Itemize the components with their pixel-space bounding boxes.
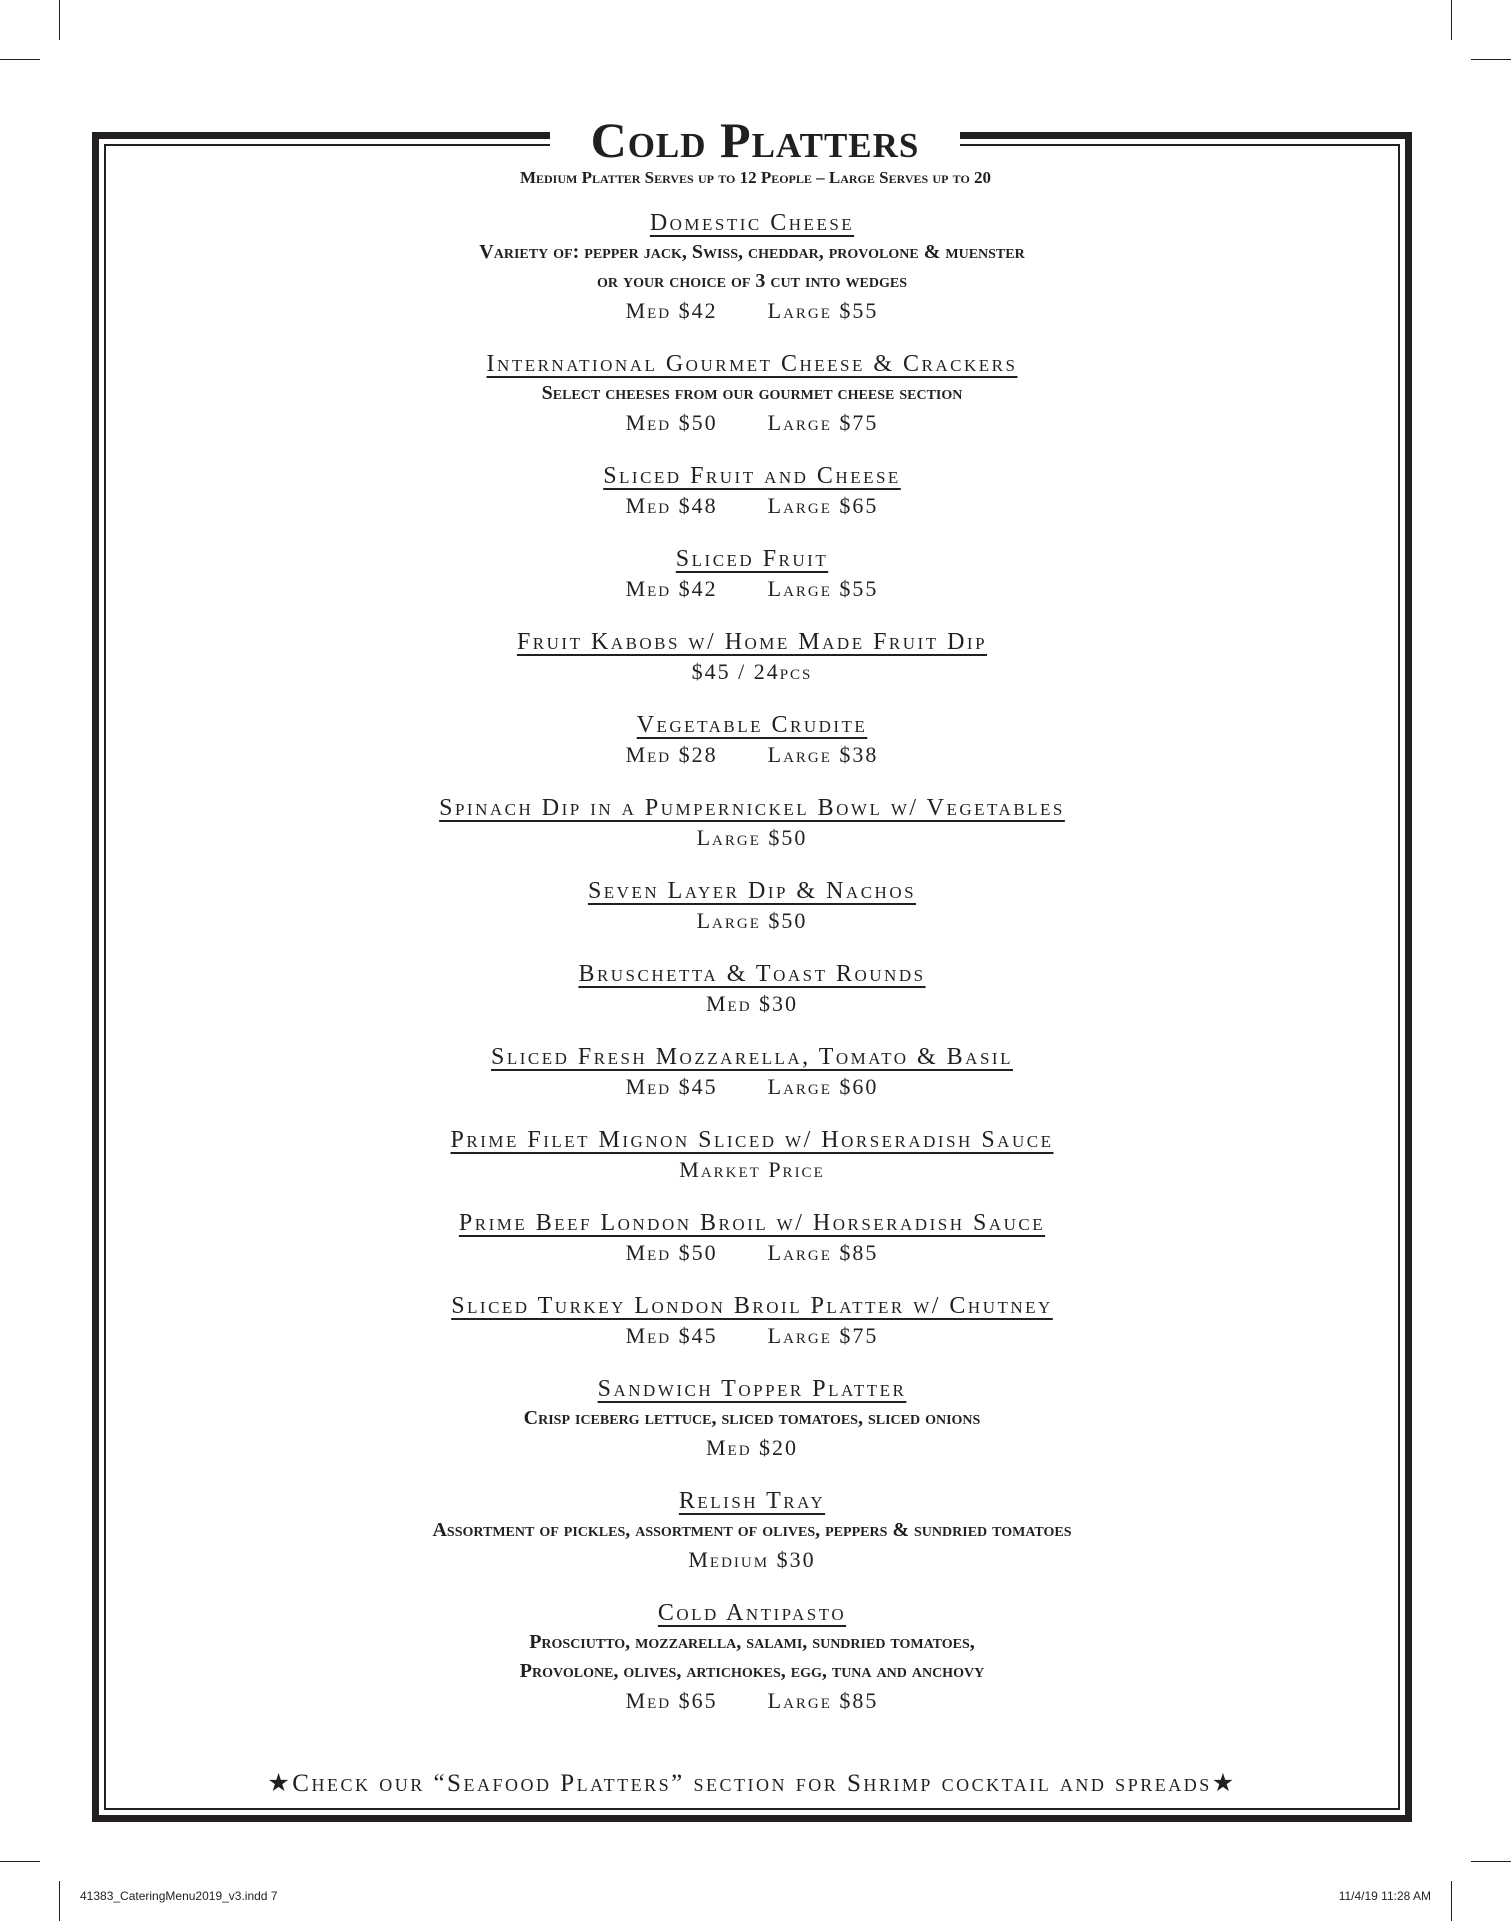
menu-item-name: Bruschetta & Toast Rounds: [578, 961, 926, 987]
menu-item: [104, 544, 1400, 603]
menu-item-price: Med $45: [625, 1323, 718, 1348]
footer-note: ★Check our “Seafood Platters” section for Shrimp cocktail and spreads★: [267, 1770, 1237, 1797]
menu-item-prices: [104, 1072, 1400, 1101]
menu-item-name: Sliced Fresh Mozzarella, Tomato & Basil: [491, 1044, 1013, 1070]
menu-item-price: Market Price: [679, 1157, 825, 1182]
menu-item-description: Crisp iceberg lettuce, sliced tomatoes, sliced onions: [523, 1407, 981, 1429]
menu-item-prices: [104, 740, 1400, 769]
menu-item-name: International Gourmet Cheese & Crackers: [486, 351, 1018, 377]
menu-item-prices: [104, 1321, 1400, 1350]
menu-item-name: Prime Filet Mignon Sliced w/ Horseradish Sauce: [450, 1127, 1054, 1153]
menu-item: [104, 1042, 1400, 1101]
menu-item: [104, 793, 1400, 852]
menu-item-price: Large $85: [767, 1240, 879, 1265]
crop-mark: [1471, 59, 1511, 60]
menu-item-prices: [104, 1238, 1400, 1267]
menu-item-price: Large $50: [696, 825, 808, 850]
menu-item-prices: [104, 408, 1400, 437]
menu-item: [104, 959, 1400, 1018]
menu-item-prices: [104, 296, 1400, 325]
menu-item-description: Assortment of pickles, assortment of olives, peppers & sundried tomatoes: [432, 1519, 1072, 1541]
page-subtitle: Medium Platter Serves up to 12 People – Large Serves up to 20: [519, 168, 992, 187]
menu-item-name: Domestic Cheese: [649, 210, 855, 236]
menu-item-price: Med $30: [705, 991, 799, 1016]
menu-item-description: Variety of: pepper jack, Swiss, cheddar, provolone & muenster: [479, 241, 1025, 263]
menu-item-description: Provolone, olives, artichokes, egg, tuna and anchovy: [519, 1660, 985, 1682]
menu-item-description: Select cheeses from our gourmet cheese section: [541, 382, 963, 404]
menu-item-name: Sliced Fruit: [675, 546, 829, 572]
menu-item-name: Sliced Turkey London Broil Platter w/ Chutney: [451, 1293, 1053, 1319]
menu-item-name: Sliced Fruit and Cheese: [603, 463, 901, 489]
menu-item-price: Large $65: [767, 493, 879, 518]
menu-item-price: Large $55: [767, 298, 879, 323]
menu-item-name: Vegetable Crudite: [636, 712, 868, 738]
menu-item-prices: [104, 1545, 1400, 1574]
menu-item: [104, 876, 1400, 935]
menu-item-price: Large $50: [696, 908, 808, 933]
menu-item-name: Fruit Kabobs w/ Home Made Fruit Dip: [516, 629, 988, 655]
title-block: [550, 110, 960, 170]
menu-list: [104, 208, 1400, 1739]
menu-item-prices: [104, 823, 1400, 852]
menu-item: [104, 208, 1400, 325]
menu-item-price: Large $38: [767, 742, 879, 767]
crop-mark: [59, 1881, 60, 1921]
menu-item-prices: [104, 1155, 1400, 1184]
menu-item-name: Relish Tray: [678, 1488, 826, 1514]
menu-item: [104, 1486, 1400, 1574]
menu-item-price: Large $60: [767, 1074, 879, 1099]
menu-item: [104, 1125, 1400, 1184]
menu-item-price: Large $55: [767, 576, 879, 601]
menu-item-name: Seven Layer Dip & Nachos: [587, 878, 917, 904]
menu-item-price: Med $45: [625, 1074, 718, 1099]
crop-mark: [1451, 0, 1452, 40]
menu-item-name: Sandwich Topper Platter: [597, 1376, 907, 1402]
menu-item-price: Med $42: [625, 576, 718, 601]
menu-item-description: Prosciutto, mozzarella, salami, sundried tomatoes,: [529, 1631, 975, 1653]
menu-item-prices: [104, 1686, 1400, 1715]
crop-mark: [1451, 1881, 1452, 1921]
menu-item-prices: [104, 657, 1400, 686]
menu-item-price: Med $48: [625, 493, 718, 518]
menu-item-prices: [104, 989, 1400, 1018]
print-slug-file: 41383_CateringMenu2019_v3.indd 7: [80, 1889, 278, 1903]
crop-mark: [59, 0, 60, 40]
menu-item-prices: [104, 1433, 1400, 1462]
menu-item-price: Med $65: [625, 1688, 718, 1713]
menu-item-price: Medium $30: [688, 1547, 816, 1572]
menu-item-price: Large $75: [767, 410, 879, 435]
menu-item-name: Prime Beef London Broil w/ Horseradish Sauce: [458, 1210, 1046, 1236]
menu-item-prices: [104, 491, 1400, 520]
menu-item-price: Med $50: [625, 410, 718, 435]
menu-item: [104, 349, 1400, 437]
menu-item-price: Med $20: [705, 1435, 799, 1460]
menu-item: [104, 1291, 1400, 1350]
menu-item: [104, 710, 1400, 769]
menu-item-description: or your choice of 3 cut into wedges: [596, 270, 907, 292]
menu-item-price: $45 / 24pcs: [691, 659, 813, 684]
crop-mark: [1471, 1861, 1511, 1862]
print-slug-date: 11/4/19 11:28 AM: [1338, 1889, 1431, 1903]
menu-item: [104, 1208, 1400, 1267]
menu-item-name: Cold Antipasto: [657, 1600, 847, 1626]
menu-item: [104, 1374, 1400, 1462]
menu-item: [104, 627, 1400, 686]
menu-item-price: Med $42: [625, 298, 718, 323]
menu-item: [104, 1598, 1400, 1715]
menu-item-price: Med $50: [625, 1240, 718, 1265]
crop-mark: [0, 59, 40, 60]
crop-mark: [0, 1861, 40, 1862]
menu-item-name: Spinach Dip in a Pumpernickel Bowl w/ Vegetables: [439, 795, 1065, 821]
menu-item-price: Large $75: [767, 1323, 879, 1348]
menu-item-price: Large $85: [767, 1688, 879, 1713]
menu-item-prices: [104, 574, 1400, 603]
menu-item: [104, 461, 1400, 520]
menu-item-price: Med $28: [625, 742, 718, 767]
menu-item-prices: [104, 906, 1400, 935]
page-title: Cold Platters: [590, 112, 920, 168]
